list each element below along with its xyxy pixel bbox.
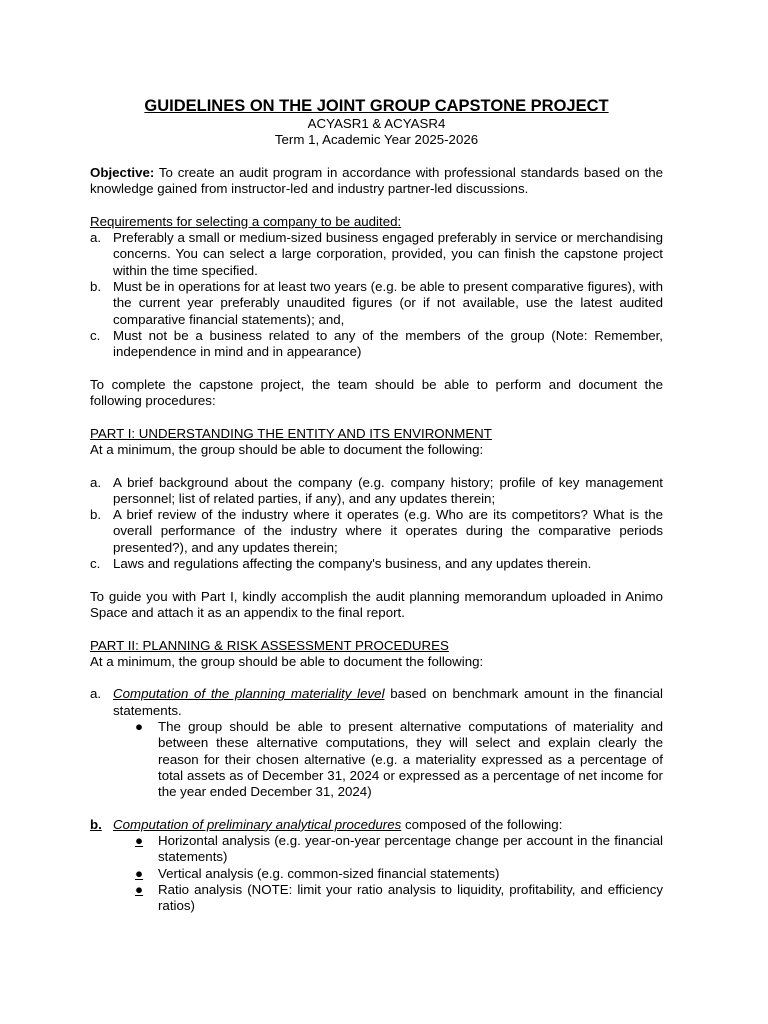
- materiality-emphasis: Computation of the planning materiality level: [113, 686, 385, 702]
- list-item-text: Must not be a business related to any of the members of the group (Note: Remember, independence in mind and in appearance): [113, 327, 663, 360]
- objective-paragraph: [90, 165, 663, 198]
- bullet-text: Horizontal analysis (e.g. year-on-year percentage change per account in the financial statements): [158, 833, 663, 865]
- course-codes: ACYASR1 & ACYASR4: [307, 116, 446, 131]
- objective-text: To create an audit program in accordance with professional standards based on the knowledge gained from instructor-led and industry partner-led discussions.: [90, 164, 663, 197]
- bullet-icon: ●: [135, 833, 144, 849]
- list-item: [90, 230, 663, 279]
- list-marker: a.: [90, 474, 102, 490]
- list-marker: a.: [90, 230, 102, 246]
- bullet-icon: ●: [135, 865, 144, 881]
- list-item-text: Must be in operations for at least two years (e.g. be able to present comparative figures), with the current year preferably unaudited figures (or if not available, use the latest audited comparative financial statements); and,: [113, 278, 663, 327]
- document-title: GUIDELINES ON THE JOINT GROUP CAPSTONE PROJECT: [144, 97, 609, 115]
- bullet-item: [135, 866, 663, 882]
- list-item: [90, 686, 663, 719]
- part1-heading: PART I: UNDERSTANDING THE ENTITY AND ITS ENVIRONMENT: [90, 425, 492, 441]
- part2-heading: PART II: PLANNING & RISK ASSESSMENT PROCEDURES: [90, 637, 449, 653]
- part1-lead: At a minimum, the group should be able to document the following:: [90, 441, 484, 457]
- list-marker: c.: [90, 327, 101, 343]
- list-item: [90, 279, 663, 328]
- list-marker: a.: [90, 686, 102, 702]
- list-item-text: Laws and regulations affecting the company's business, and any updates therein.: [113, 556, 592, 572]
- list-marker: b.: [90, 507, 102, 523]
- bullet-icon: ●: [135, 881, 144, 897]
- term-line: Term 1, Academic Year 2025-2026: [274, 132, 479, 148]
- list-item: [90, 328, 663, 361]
- bullet-item: [135, 719, 663, 800]
- list-item: [90, 475, 663, 508]
- analytical-emphasis: Computation of preliminary analytical procedures: [113, 816, 402, 832]
- bullet-icon: ●: [135, 718, 144, 734]
- bullet-item: [135, 882, 663, 915]
- intro-paragraph: To complete the capstone project, the team should be able to perform and document the following procedures:: [90, 376, 663, 409]
- part2-item-b: [90, 817, 663, 833]
- list-item: [90, 556, 663, 572]
- objective-label: Objective:: [90, 164, 155, 180]
- bullet-text: Ratio analysis (NOTE: limit your ratio analysis to liquidity, profitability, and efficiency ratios): [158, 881, 663, 914]
- list-item-text: A brief review of the industry where it operates (e.g. Who are its competitors? What is the overall performance of the industry where it operates during the comparative periods presented?), and any updates therein;: [113, 507, 663, 555]
- analytical-bullets: [90, 833, 663, 914]
- part2-lead: At a minimum, the group should be able to document the following:: [90, 653, 484, 669]
- requirements-heading: Requirements for selecting a company to be audited:: [90, 213, 402, 229]
- list-item-text: composed of the following:: [401, 816, 563, 832]
- list-item: [90, 507, 663, 556]
- part1-list: [90, 475, 663, 573]
- list-item-text: Preferably a small or medium-sized business engaged preferably in service or merchandising concerns. You can select a large corporation, provided, you can finish the capstone project within the time specified.: [113, 230, 663, 278]
- list-marker: c.: [90, 556, 101, 572]
- list-item-text: based on benchmark amount in the financial statements.: [113, 686, 663, 718]
- materiality-bullets: [90, 719, 663, 800]
- list-marker: b.: [90, 816, 102, 832]
- requirements-list: [90, 230, 663, 360]
- part2-list-a: [90, 686, 663, 719]
- bullet-item: [135, 833, 663, 866]
- bullet-text: Vertical analysis (e.g. common-sized financial statements): [158, 865, 500, 881]
- list-marker: b.: [90, 278, 102, 294]
- list-item-text: A brief background about the company (e.g. company history; profile of key management personnel; list of related parties, if any), and any updates therein;: [113, 474, 663, 506]
- part1-guide: To guide you with Part I, kindly accomplish the audit planning memorandum uploaded in Animo Space and attach it as an appendix to the final report.: [90, 588, 663, 620]
- bullet-text: The group should be able to present alternative computations of materiality and between these alternative computations, they will select and explain clearly the reason for their chosen alternative (e.g. a materiality expressed as a percentage of total assets as of December 31, 2024 or expressed as a percentage of net income for the year ended December 31, 2024): [158, 718, 663, 800]
